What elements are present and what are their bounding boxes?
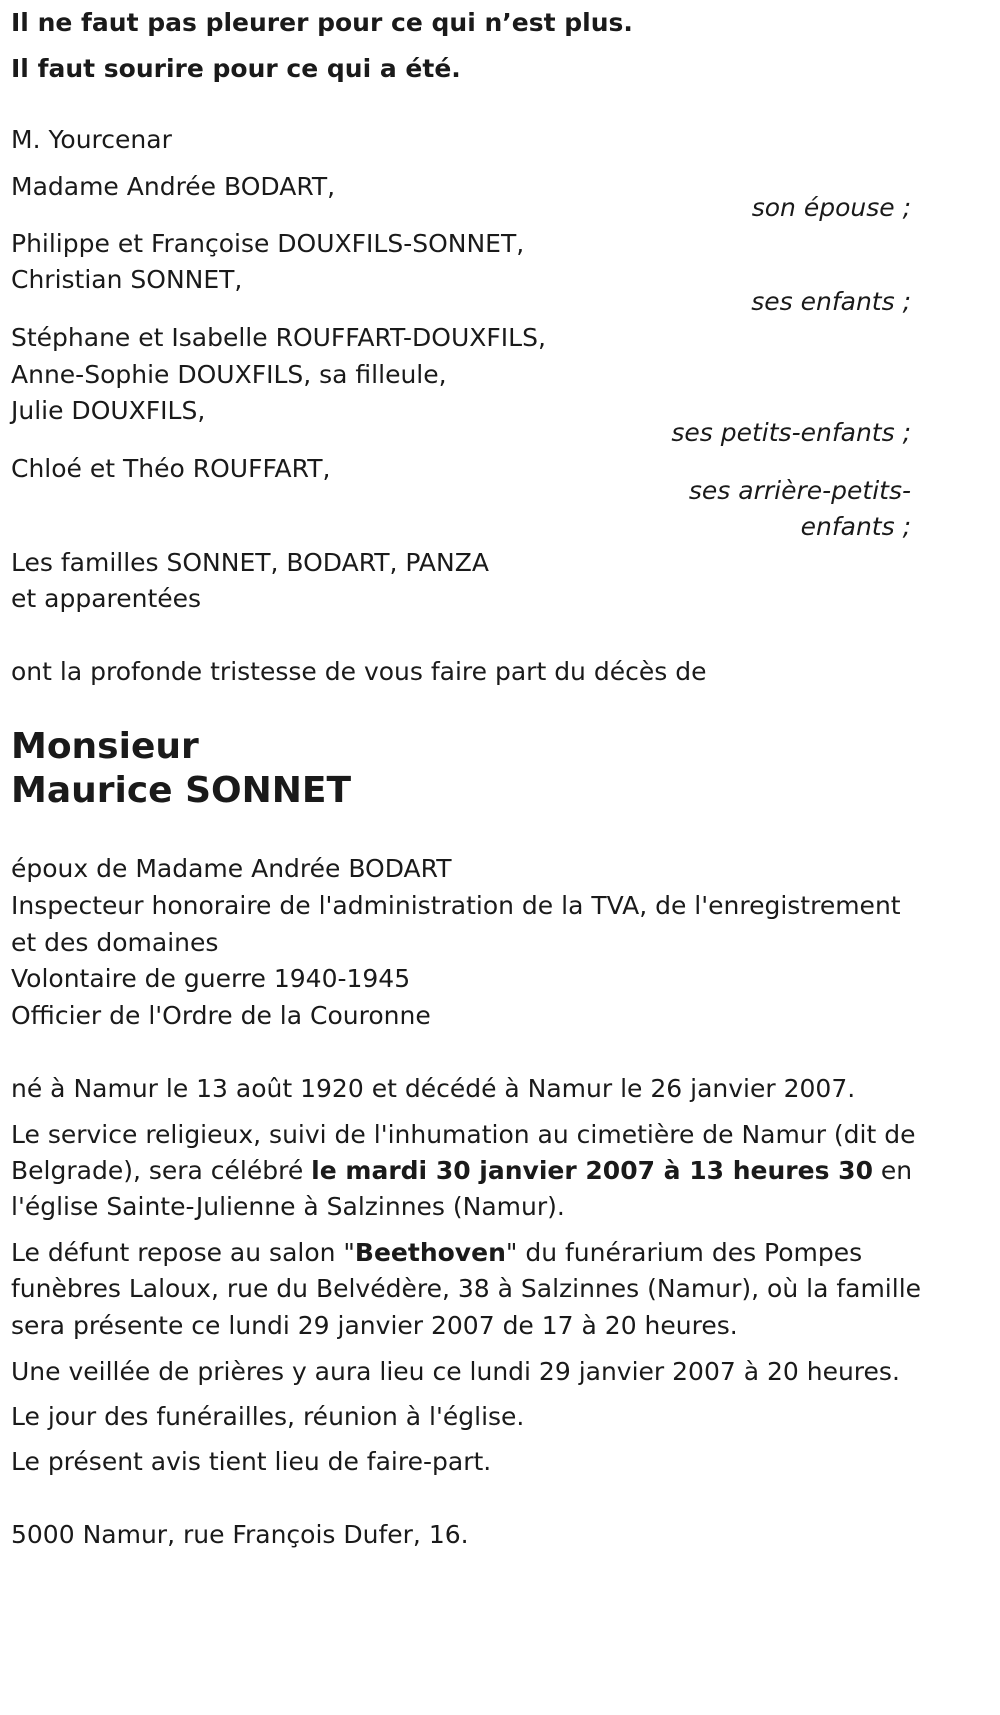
grandchild-line: Julie DOUXFILS, [11, 396, 206, 425]
spouse-name: Madame Andrée BODART, [11, 172, 336, 201]
vigil: Une veillée de prières y aura lieu ce lundi 29 janvier 2007 à 20 heures. [11, 1357, 900, 1386]
great-grandchildren-role-2: enfants ; [800, 512, 911, 541]
spouse-role: son épouse ; [751, 193, 911, 222]
grandchild-line: Anne-Sophie DOUXFILS, sa filleule, [11, 360, 447, 389]
service-date: le mardi 30 janvier 2007 à 13 heures 30 [311, 1156, 873, 1185]
rest-line-2: funèbres Laloux, rue du Belvédère, 38 à Salzinnes (Namur), où la famille [11, 1274, 922, 1303]
service-line-1: Le service religieux, suivi de l'inhumation au cimetière de Namur (dit de [11, 1120, 916, 1149]
child-line: Christian SONNET, [11, 265, 243, 294]
detail-line: Inspecteur honoraire de l'administration de la TVA, de l'enregistrement [11, 891, 901, 920]
great-grandchildren: Chloé et Théo ROUFFART, [11, 454, 331, 483]
notice: Le présent avis tient lieu de faire-part. [11, 1447, 492, 1476]
families-line-2: et apparentées [11, 584, 202, 613]
service-line-2-post: en [872, 1156, 913, 1185]
service-line-2 [11, 1156, 912, 1186]
rest-line-1 [11, 1238, 862, 1268]
great-grandchildren-role-1: ses arrière-petits- [688, 476, 911, 505]
detail-line: Volontaire de guerre 1940-1945 [11, 964, 411, 993]
detail-line: et des domaines [11, 928, 219, 957]
service-line-3: l'église Sainte-Julienne à Salzinnes (Namur). [11, 1192, 565, 1221]
meeting: Le jour des funérailles, réunion à l'église. [11, 1402, 525, 1431]
deceased-name: Maurice SONNET [11, 770, 352, 811]
quote-line-1: Il ne faut pas pleurer pour ce qui n’est plus. [11, 8, 633, 37]
grandchildren-role: ses petits-enfants ; [671, 418, 911, 447]
address: 5000 Namur, rue François Dufer, 16. [11, 1520, 469, 1549]
children-role: ses enfants ; [751, 287, 911, 316]
announcement: ont la profonde tristesse de vous faire part du décès de [11, 657, 707, 686]
rest-line-3: sera présente ce lundi 29 janvier 2007 de 17 à 20 heures. [11, 1311, 738, 1340]
quote-author: M. Yourcenar [11, 125, 172, 154]
child-line: Philippe et Françoise DOUXFILS-SONNET, [11, 229, 525, 258]
grandchild-line: Stéphane et Isabelle ROUFFART-DOUXFILS, [11, 323, 546, 352]
salon-name: Beethoven [354, 1238, 506, 1267]
detail-line: époux de Madame Andrée BODART [11, 854, 452, 883]
detail-line: Officier de l'Ordre de la Couronne [11, 1001, 431, 1030]
rest-line-1-pre: Le défunt repose au salon " [11, 1238, 355, 1267]
birth-death: né à Namur le 13 août 1920 et décédé à Namur le 26 janvier 2007. [11, 1074, 856, 1103]
quote-line-2: Il faut sourire pour ce qui a été. [11, 54, 461, 83]
service-line-2-pre: Belgrade), sera célébré [11, 1156, 312, 1185]
rest-line-1-post: " du funérarium des Pompes [505, 1238, 863, 1267]
families-line-1: Les familles SONNET, BODART, PANZA [11, 548, 489, 577]
deceased-title: Monsieur [11, 726, 199, 767]
